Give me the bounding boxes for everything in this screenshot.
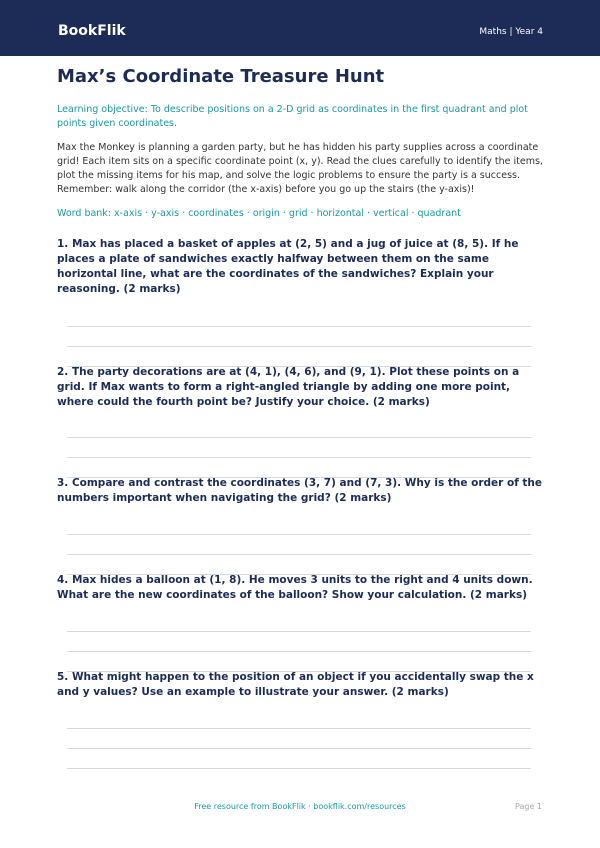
answer-lines-3 (67, 534, 531, 575)
header-bar (0, 0, 600, 56)
answer-line[interactable] (67, 728, 531, 729)
answer-lines-4 (67, 631, 531, 672)
answer-line[interactable] (67, 554, 531, 555)
answer-lines-2 (67, 437, 531, 478)
answer-line[interactable] (67, 326, 531, 327)
question-5: 5. What might happen to the position of an object if you accidentally swap the x and y values? Use an example to illustrate your answer. (2 marks) (57, 671, 534, 698)
footer-link[interactable]: Free resource from BookFlik · bookflik.com/resources (194, 802, 406, 811)
brand-logo: BookFlik (58, 23, 126, 39)
question-3: 3. Compare and contrast the coordinates (3, 7) and (7, 3). Why is the order of the numbers important when navigating the grid? (2 marks) (57, 477, 543, 504)
answer-line[interactable] (67, 437, 531, 438)
answer-lines-5 (67, 728, 531, 769)
intro-paragraph: Max the Monkey is planning a garden party, but he has hidden his party supplies across a coordinate grid! Each item sits on a specific coordinate point (x, y). Read the clues carefully to identify the items, plot the missing items for his map, and solve the logic problems to ensure the party is a success. Remember: walk along the corridor (the x-axis) before you go up the stairs (the y-axis)! (57, 142, 543, 195)
subject-year-label: Maths | Year 4 (479, 27, 543, 37)
answer-lines-1 (67, 326, 531, 367)
answer-line[interactable] (67, 768, 531, 769)
question-4: 4. Max hides a balloon at (1, 8). He moves 3 units to the right and 4 units down. What are the new coordinates of the balloon? Show your calculation. (2 marks) (57, 574, 533, 601)
worksheet-content (57, 66, 543, 769)
answer-line[interactable] (67, 534, 531, 535)
learning-objective: Learning objective: To describe positions on a 2-D grid as coordinates in the first quadrant and plot points given coordinates. (57, 104, 528, 129)
answer-line[interactable] (67, 631, 531, 632)
word-bank: Word bank: x-axis · y-axis · coordinates · origin · grid · horizontal · vertical · quadrant (57, 208, 461, 219)
question-2: 2. The party decorations are at (4, 1), (4, 6), and (9, 1). Plot these points on a grid. If Max wants to form a right-angled triangle by adding one more point, where could the fourth point be? Justify your choice. (2 marks) (57, 366, 520, 408)
answer-line[interactable] (67, 651, 531, 652)
page-title: Max’s Coordinate Treasure Hunt (57, 66, 385, 87)
page-number: Page 1 (515, 802, 542, 811)
answer-line[interactable] (67, 346, 531, 347)
answer-line[interactable] (67, 748, 531, 749)
answer-line[interactable] (67, 457, 531, 458)
question-1: 1. Max has placed a basket of apples at (2, 5) and a jug of juice at (8, 5). If he places a plate of sandwiches exactly halfway between them on the same horizontal line, what are the coordinates of the sandwiches? Explain your reasoning. (2 marks) (57, 238, 519, 295)
